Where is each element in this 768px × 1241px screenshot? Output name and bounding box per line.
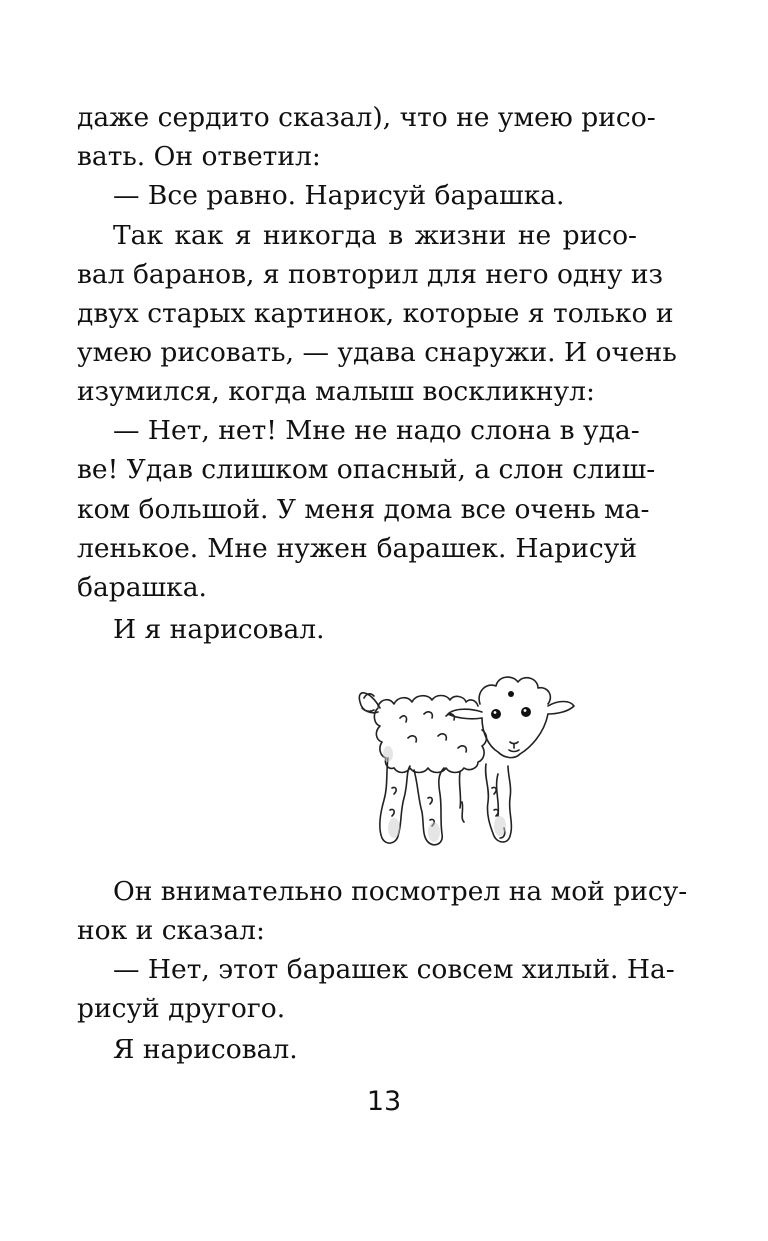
text-line: И я нарисовал. bbox=[113, 614, 325, 645]
text-line: изумился, когда малыш воскликнул: bbox=[77, 376, 595, 407]
text-line: — Все равно. Нарисуй барашка. bbox=[113, 180, 565, 211]
text-line: рисуй другого. bbox=[77, 993, 286, 1024]
text-line: ве! Удав слишком опасный, а слон слиш- bbox=[77, 454, 656, 485]
text-line: вал баранов, я повторил для него одну из bbox=[77, 259, 664, 290]
text-line: даже сердито сказал), что не умею рисо- bbox=[77, 102, 656, 133]
text-line: умею рисовать, — удава снаружи. И очень bbox=[77, 337, 677, 368]
text-line: вать. Он ответил: bbox=[77, 141, 321, 172]
text-line: барашка. bbox=[77, 572, 207, 603]
text-line: ленькое. Мне нужен барашек. Нарисуй bbox=[77, 533, 637, 564]
page-number: 13 bbox=[366, 1086, 402, 1117]
text-line: двух старых картинок, которые я только и bbox=[77, 298, 674, 329]
text-line: Я нарисовал. bbox=[113, 1034, 298, 1065]
sheep-illustration-icon bbox=[348, 668, 583, 863]
text-line: ком большой. У меня дома все очень ма- bbox=[77, 494, 650, 525]
text-line: — Нет, этот барашек совсем хилый. На- bbox=[113, 954, 675, 985]
text-line: нок и сказал: bbox=[77, 915, 265, 946]
text-line: Он внимательно посмотрел на мой рису- bbox=[113, 876, 688, 907]
text-line: Так как я никогда в жизни не рисо- bbox=[113, 220, 637, 251]
text-line: — Нет, нет! Мне не надо слона в уда- bbox=[113, 415, 640, 446]
